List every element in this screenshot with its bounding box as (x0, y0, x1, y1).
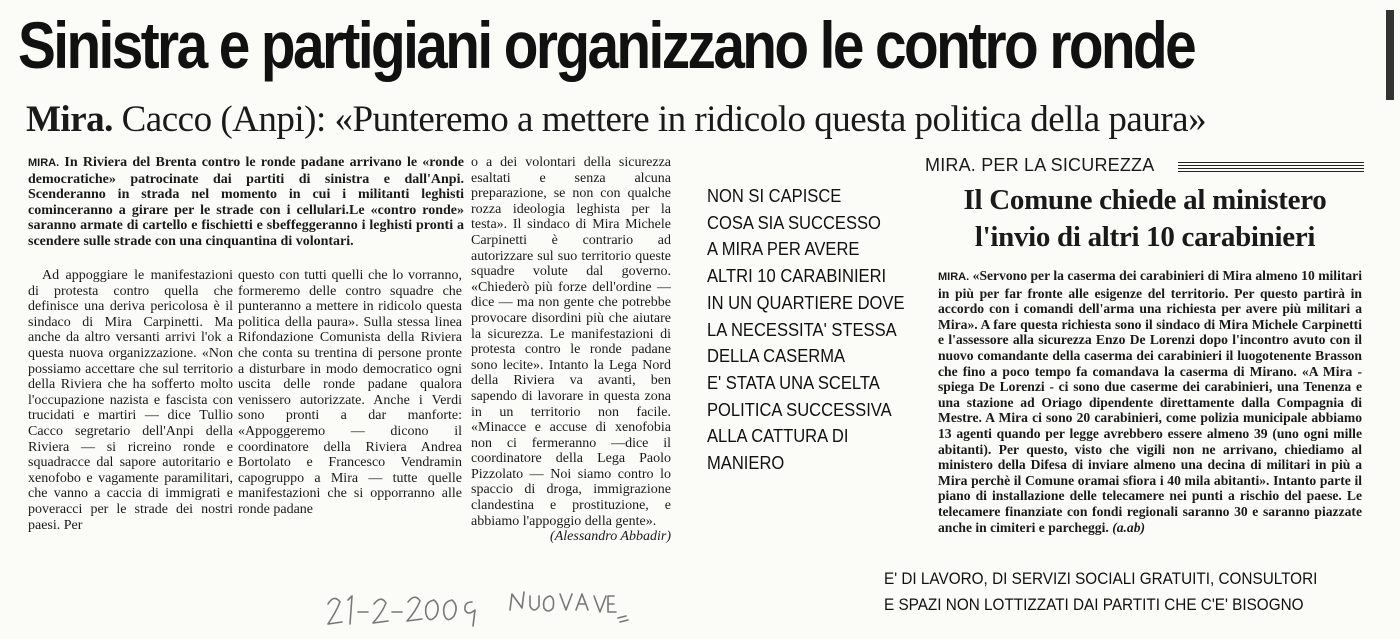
article-column-2 (238, 268, 462, 568)
note-line: DELLA CASERMA (707, 346, 846, 367)
note-line: LA NECESSITA' STESSA (707, 319, 897, 340)
footer-line: E' DI LAVORO, DI SERVIZI SOCIALI GRATUITI, CONSULTORI (884, 569, 1318, 588)
article-subheadline (26, 98, 1386, 142)
note-line: IN UN QUARTIERE DOVE (707, 292, 905, 313)
subhead-place: Mira. (26, 99, 113, 140)
sidebar-headline-line: Il Comune chiede al ministero (963, 184, 1327, 216)
column-1-text: Ad appoggiare le manifestazioni di protesta contro quella che definisce una deriva pericolosa è il sindaco di Mira Carpinetti. Ma anche da altro versanti arrivi l'ok a questa nuova organizzazione. «Non possiamo accettare che sul territorio della Riviera che ha sofferto molto l'occupazione nazista e fascista con trucidati e martiri — dice Tullio Cacco segretario dell'Anpi della Riviera — si ricreino ronde e squadracce dal sapore autoritario e xenofobo e vagamente paramilitari, che vanno a caccia di immigrati e poveracci per le strade dei nostri paesi. Per (28, 268, 233, 533)
sidebar-article-body (938, 268, 1362, 548)
article-lead (28, 155, 464, 255)
scan-edge-mark (1386, 10, 1394, 100)
column-3-signature: (Alessandro Abbadir) (550, 529, 671, 545)
handwritten-date-signature (322, 574, 642, 634)
article-column-1 (28, 268, 233, 568)
sidebar-signature: (a.ab) (1112, 519, 1146, 535)
article-headline: Sinistra e partigiani organizzano le contro ronde (18, 8, 1195, 82)
sidebar-rail-label: MIRA. PER LA SICUREZZA (925, 155, 1155, 175)
article-column-3 (471, 155, 671, 575)
typed-footer-note (884, 566, 1316, 618)
note-line: A MIRA PER AVERE (707, 239, 860, 260)
subhead-text: Cacco (Anpi): «Punteremo a mettere in ridicolo questa politica della paura» (121, 99, 1207, 140)
note-line: COSA SIA SUCCESSO (707, 212, 881, 233)
note-line: ALTRI 10 CARABINIERI (707, 266, 887, 287)
footer-line: E SPAZI NON LOTTIZZATI DAI PARTITI CHE C'E' BISOGNO (884, 595, 1304, 614)
note-line: ALLA CATTURA DI (707, 426, 849, 447)
note-line: POLITICA SUCCESSIVA (707, 399, 892, 420)
sidebar-text: «Servono per la caserma dei carabinieri di Mira almeno 10 militari in più per far fronte alle esigenze del territorio. Per questo partirà in accordo con i comandi dell'arma una richiesta per avere più militari a Mira». A fare questa richiesta sono il sindaco di Mira Michele Carpinetti e l'assessore alla sicurezza Enzo De Lorenzi dopo l'incontro avuto con il nuovo comandante della caserma dei carabinieri il luogotenente Brasson che fino a poco tempo fa comandava la caserma di Mirano. «A Mira - spiega De Lorenzi - ci sono due caserme dei carabinieri, una Tenenza e una stazione ad Oriago dipendente direttamente dalla Compagnia di Mestre. A Mira ci sono 20 carabinieri, come polizia municipale abbiamo 13 agenti quando per legge avrebbero essere almeno 39 (uno ogni mille abitanti). Per questo, visto che vigili non ne arrivano, chiediamo al ministero della Difesa di inviare almeno una decina di militari in più a Mira perchè il Comune oramai sfiora i 40 mila abitanti». Intanto parte il piano di installazione delle telecamere nei punti a rischio del paese. Le telecamere finanziate con fondi regionali saranno 30 e saranno piazzate anche in cimiteri e parcheggi. (938, 268, 1362, 535)
lead-kicker: MIRA. (28, 157, 60, 169)
note-line: MANIERO (707, 453, 785, 474)
note-line: E' STATA UNA SCELTA (707, 372, 880, 393)
rail-hatch-bar (1178, 160, 1364, 172)
sidebar-kicker: MIRA. (938, 271, 970, 283)
sidebar-headline (925, 182, 1365, 256)
typed-annotation (707, 183, 905, 477)
lead-text: In Riviera del Brenta contro le ronde padane arrivano le «ronde democratiche» patrocinate dai partiti di sinistra e dall'Anpi. Scenderanno in strada nel momento in cui i militanti leghisti cominceranno a girare per le strade con i cellulari.Le «contro ronde» saranno armate di cartello e fischietti e sbeffeggeranno i leghisti pronti a scendere sulle strade con una cinquantina di volontari. (28, 155, 464, 249)
sidebar-headline-line: l'invio di altri 10 carabinieri (974, 221, 1316, 253)
column-2-text: questo con tutti quelli che lo vorranno, formeremo delle contro squadre che punteranno a mettere in ridicolo questa politica della paura». Sulla stessa linea Rifondazione Comunista della Riviera che conta su trentina di persone pronte a disturbare in modo democratico ogni uscita delle ronde padane qualora venissero autorizzate. Anche i Verdi sono pronti a dar manforte: «Appoggeremo — dicono il coordinatore della Riviera Andrea Bortolato e Francesco Vendramin capogruppo a Mira — tutte quelle manifestazioni che si opporranno alle ronde padane (238, 268, 462, 517)
note-line: NON SI CAPISCE (707, 186, 842, 206)
column-3-text: o a dei volontari della sicurezza esaltati e senza alcuna preparazione, se non con qualche rozza ideologia leghista per la testa». Il sindaco di Mira Michele Carpinetti è contrario ad autorizzare sul suo territorio queste squadre volute dal governo. «Chiederò più forze dell'ordine — dice — ma non gente che potrebbe provocare disordini più che aiutare la sicurezza. Le manifestazioni di protesta contro le ronde padane sono lecite». Intanto la Lega Nord della Riviera va avanti, ben sapendo di lavorare in questa zona in un territorio non facile. «Minacce e accuse di xenofobia non ci fermeranno —dice il coordinatore della Lega Paolo Pizzolato — Noi siamo contro lo spaccio di droga, immigrazione clandestina e prostituzione, e abbiamo l'appoggio della gente». (471, 155, 671, 529)
